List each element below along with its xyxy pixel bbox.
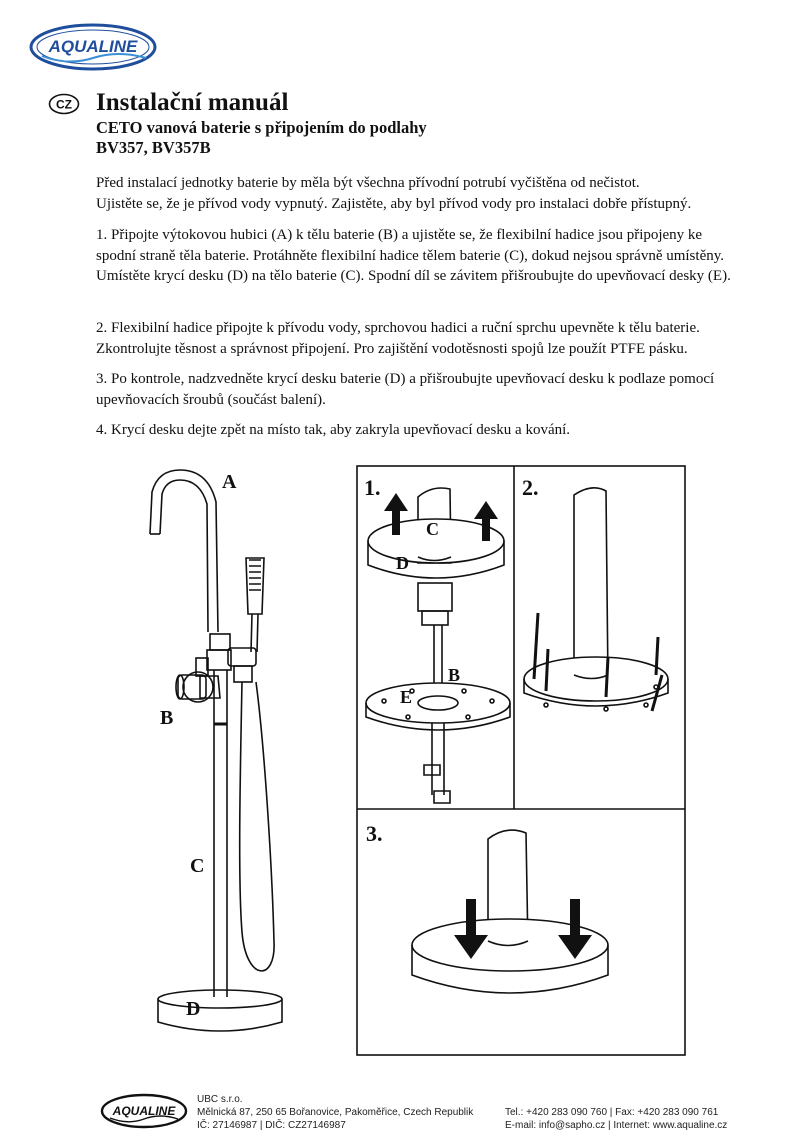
faucet-illustration — [130, 462, 330, 1042]
label-c: C — [190, 855, 205, 877]
step-1-paragraph: 1. Připojte výtokovou hubici (A) k tělu baterie (B) a ujistěte se, že flexibilní hadice jsou připojeny ke spodní straně těla baterie. Protáhněte flexibilní hadice tělem baterie (C), dokud nejsou správně umístěny. Umístěte krycí desku (D) na tělo baterie (C). Spodní díl se závitem přišroubujte do upevňovací desky (E). — [96, 227, 731, 284]
svg-text:AQUALINE: AQUALINE — [112, 1104, 176, 1118]
footer-aqualine-logo — [100, 1093, 188, 1129]
intro-paragraph — [96, 173, 736, 214]
footer-company: UBC s.r.o. — [197, 1094, 243, 1105]
svg-text:AQUALINE: AQUALINE — [48, 37, 138, 56]
panel-1-label-e: E — [400, 687, 413, 707]
step-3-paragraph: 3. Po kontrole, nadzvedněte krycí desku baterie (D) a přišroubujte upevňovací desku k podlaze pomocí upevňovacích šroubů (součást balení). — [96, 371, 715, 408]
label-a: A — [222, 471, 237, 493]
footer-phone: Tel.: +420 283 090 760 | Fax: +420 283 090 761 — [505, 1107, 719, 1118]
aqualine-logo — [28, 22, 158, 72]
intro-line-2: Ujistěte se, že je přívod vody vypnutý. Zajistěte, aby byl přívod vody pro instalaci dobře přístupný. — [96, 195, 692, 212]
panel-1-label-d: D — [396, 553, 409, 573]
panel-1-label-c: C — [426, 519, 439, 539]
svg-text:CZ: CZ — [56, 97, 72, 112]
product-subtitle: CETO vanová baterie s připojením do podlahy — [96, 118, 427, 137]
footer-contact: E-mail: info@sapho.cz | Internet: www.aqualine.cz — [505, 1120, 728, 1131]
footer-contact-info — [505, 1106, 727, 1132]
label-b: B — [160, 707, 174, 729]
product-models: BV357, BV357B — [96, 138, 211, 157]
footer-ids: IČ: 27146987 | DIČ: CZ27146987 — [197, 1120, 346, 1131]
footer-company-info — [197, 1093, 473, 1132]
installation-steps-diagram — [356, 465, 686, 1056]
step-4-paragraph: 4. Krycí desku dejte zpět na místo tak, aby zakryla upevňovací desku a kování. — [96, 422, 571, 438]
footer-address: Mělnická 87, 250 65 Bořanovice, Pakoměřice, Czech Republik — [197, 1107, 474, 1118]
intro-line-1: Před instalací jednotky baterie by měla být všechna přívodní potrubí vyčištěna od nečistot. — [96, 175, 640, 191]
label-d: D — [186, 998, 201, 1020]
panel-3-number: 3. — [366, 821, 383, 846]
language-badge — [48, 93, 80, 115]
step-2-paragraph: 2. Flexibilní hadice připojte k přívodu vody, sprchovou hadici a ruční sprchu upevněte k tělu baterie. Zkontrolujte těsnost a správnost připojení. Pro zajištění vodotěsnosti spojů lze použít PTFE pásku. — [96, 320, 700, 357]
panel-1-label-b: B — [448, 665, 461, 685]
panel-1-number: 1. — [364, 475, 381, 500]
page-title: Instalační manuál — [96, 89, 289, 116]
panel-2-number: 2. — [522, 475, 539, 500]
